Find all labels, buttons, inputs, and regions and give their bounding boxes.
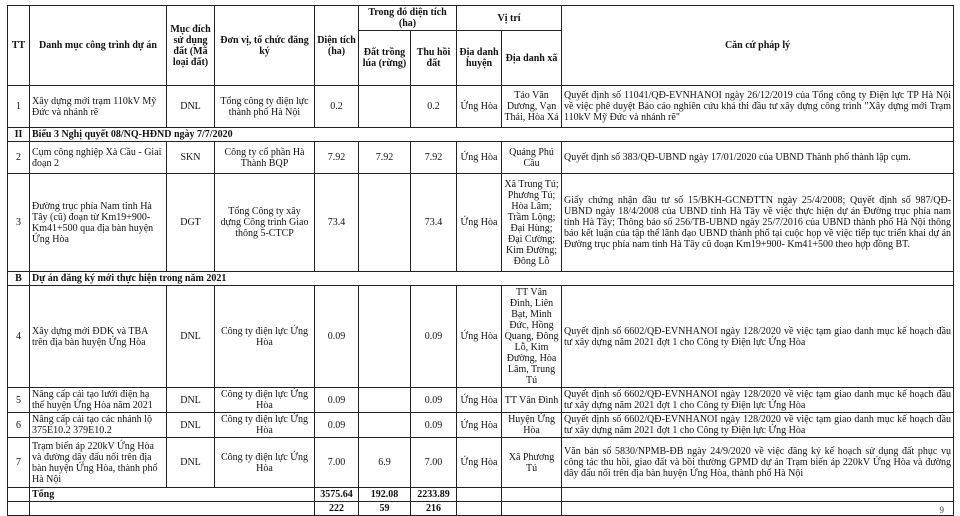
table-row: [8, 438, 954, 488]
cell-project-name: Xây dựng mới ĐDK và TBA trên địa bàn huyện Ứng Hòa: [30, 286, 167, 388]
cell-recovered-land: 0.09: [411, 388, 457, 413]
cell-tt: 5: [8, 388, 30, 413]
cell-area: 0.09: [315, 388, 359, 413]
cell-organization: Tổng Công ty xây dựng Công trình Giao thông 5-CTCP: [215, 174, 315, 272]
cell-organization: Công ty điện lực Ứng Hòa: [215, 388, 315, 413]
count-blank: [8, 502, 30, 516]
cell-recovered-land: 0.09: [411, 413, 457, 438]
header-project-name: Danh mục công trình dự án: [30, 6, 167, 86]
cell-tt: 7: [8, 438, 30, 488]
cell-legal-basis: Văn bản số 5830/NPMB-ĐB ngày 24/9/2020 về việc đăng ký kế hoạch sử dụng đất phục vụ công tác thu hồi, giao đất và bồi thường GPMD dự án Trạm biến áp 220kV Ứng Hòa và đường dây đấu nối trên địa bàn huyện Ứng Hòa, thành phố Hà Nội: [562, 438, 954, 488]
cell-project-name: Nâng cấp cải tạo các nhánh lộ 375E10.2 379E10.2: [30, 413, 167, 438]
cell-project-name: Đường trục phía Nam tỉnh Hà Tây (cũ) đoạn từ Km19+900-Km41+500 qua địa bàn huyện Ứng Hòa: [30, 174, 167, 272]
totals-blank: [502, 488, 562, 502]
section-row: [8, 272, 954, 286]
cell-commune: TT Vân Đình: [502, 388, 562, 413]
totals-blank: [457, 488, 502, 502]
cell-tt: 3: [8, 174, 30, 272]
header-legal-basis: Căn cứ pháp lý: [562, 6, 954, 86]
section-label: Biểu 3 Nghị quyết 08/NQ-HĐND ngày 7/7/2020: [30, 128, 954, 142]
land-use-project-table: [7, 5, 954, 516]
table-row: [8, 413, 954, 438]
count-blank: [502, 502, 562, 516]
totals-label: Tổng: [30, 488, 315, 502]
cell-legal-basis: Quyết định số 383/QĐ-UBND ngày 17/01/2020 của UBND Thành phố thành lập cụm.: [562, 142, 954, 174]
cell-commune: TT Vân Đình, Liên Bạt, Minh Đức, Hồng Quang, Đông Lỗ, Kim Đường, Hòa Lâm, Trung Tú: [502, 286, 562, 388]
cell-organization: Công ty điện lực Ứng Hòa: [215, 286, 315, 388]
count-area: 222: [315, 502, 359, 516]
cell-area: 0.2: [315, 86, 359, 128]
header-commune: Địa danh xã: [502, 31, 562, 86]
cell-district: Ứng Hòa: [457, 142, 502, 174]
section-tt: B: [8, 272, 30, 286]
cell-tt: 6: [8, 413, 30, 438]
cell-recovered-land: 73.4: [411, 174, 457, 272]
totals-area: 3575.64: [315, 488, 359, 502]
section-tt: II: [8, 128, 30, 142]
cell-rice-land: 6.9: [359, 438, 411, 488]
totals-blank: [8, 488, 30, 502]
cell-tt: 1: [8, 86, 30, 128]
cell-legal-basis: Quyết định số 6602/QĐ-EVNHANOI ngày 128/2020 về việc tạm giao danh mục kế hoạch đầu tư xây dựng năm 2021 đợt 1 cho Công ty Điện lực Ứng Hòa: [562, 388, 954, 413]
cell-organization: Công ty điện lực Ứng Hòa: [215, 438, 315, 488]
cell-rice-land: [359, 174, 411, 272]
table-row: [8, 86, 954, 128]
header-organization: Đơn vị, tổ chức đăng ký: [215, 6, 315, 86]
cell-purpose: SKN: [167, 142, 215, 174]
cell-purpose: DNL: [167, 388, 215, 413]
cell-area: 0.09: [315, 413, 359, 438]
header-tt: TT: [8, 6, 30, 86]
cell-legal-basis: Quyết định số 6602/QĐ-EVNHANOI ngày 128/2020 về việc tạm giao danh mục kế hoạch đầu tư xây dựng năm 2021 đợt 1 cho Công ty Điện lực Ứng Hòa: [562, 286, 954, 388]
header-district: Địa danh huyện: [457, 31, 502, 86]
cell-organization: Công ty điện lực Ứng Hòa: [215, 413, 315, 438]
header-rice-land: Đất trồng lúa (rừng): [359, 31, 411, 86]
cell-purpose: DNL: [167, 86, 215, 128]
totals-rice-land: 192.08: [359, 488, 411, 502]
cell-rice-land: [359, 413, 411, 438]
cell-rice-land: [359, 388, 411, 413]
cell-project-name: Nâng cấp cải tạo lưới điện hạ thế huyện Ứng Hòa năm 2021: [30, 388, 167, 413]
totals-recovered-land: 2233.89: [411, 488, 457, 502]
header-purpose: Mục đích sử dụng đất (Mã loại đất): [167, 6, 215, 86]
count-row: [8, 502, 954, 516]
cell-district: Ứng Hòa: [457, 413, 502, 438]
section-label: Dự án đăng ký mới thực hiện trong năm 2021: [30, 272, 954, 286]
count-rice-land: 59: [359, 502, 411, 516]
cell-rice-land: 7.92: [359, 142, 411, 174]
header-area: Diện tích (ha): [315, 6, 359, 86]
table-row: [8, 388, 954, 413]
cell-project-name: Xây dựng mới trạm 110kV Mỹ Đức và nhánh rẽ: [30, 86, 167, 128]
cell-commune: Xã Phương Tú: [502, 438, 562, 488]
cell-legal-basis: Giấy chứng nhận đầu tư số 15/BKH-GCNĐTTN ngày 25/4/2008; Quyết định số 987/QĐ-UBND ngày 18/4/2008 của UBND tỉnh Hà Tây về việc thực hiện dự án Đường trục phía nam tỉnh Hà Tây; Thông báo số 256/TB-UBND ngày 25/7/2016 của UBND thành phố Hà Nội thông báo kết luận của tập thể lãnh đạo UBND thành phố tại cuộc họp về việc tiếp tục triển khai dự án Đường trục phía nam tỉnh Hà Tây cũ đoạn Km19+900- Km41+500 theo hợp đồng BT.: [562, 174, 954, 272]
cell-area: 73.4: [315, 174, 359, 272]
cell-rice-land: [359, 86, 411, 128]
cell-area: 7.92: [315, 142, 359, 174]
section-row: [8, 128, 954, 142]
totals-blank: [562, 488, 954, 502]
cell-purpose: DGT: [167, 174, 215, 272]
cell-recovered-land: 7.92: [411, 142, 457, 174]
table-row: [8, 286, 954, 388]
cell-purpose: DNL: [167, 286, 215, 388]
header-location-group: Vị trí: [457, 6, 562, 31]
cell-purpose: DNL: [167, 438, 215, 488]
cell-recovered-land: 0.09: [411, 286, 457, 388]
table-row: [8, 142, 954, 174]
cell-tt: 2: [8, 142, 30, 174]
cell-project-name: Trạm biến áp 220kV Ứng Hòa và đường dây đấu nối trên địa bàn huyện Ứng Hòa, thành phố Hà Nội: [30, 438, 167, 488]
table-row: [8, 174, 954, 272]
page-number: 9: [939, 505, 944, 515]
cell-district: Ứng Hòa: [457, 86, 502, 128]
totals-row: [8, 488, 954, 502]
cell-project-name: Cụm công nghiệp Xà Cầu - Giai đoạn 2: [30, 142, 167, 174]
count-blank: [457, 502, 502, 516]
cell-area: 0.09: [315, 286, 359, 388]
cell-district: Ứng Hòa: [457, 388, 502, 413]
cell-commune: Huyện Ứng Hòa: [502, 413, 562, 438]
cell-district: Ứng Hòa: [457, 286, 502, 388]
cell-district: Ứng Hòa: [457, 438, 502, 488]
cell-area: 7.00: [315, 438, 359, 488]
header-recovered-land: Thu hồi đất: [411, 31, 457, 86]
cell-rice-land: [359, 286, 411, 388]
cell-commune: Quảng Phú Cầu: [502, 142, 562, 174]
count-recovered-land: 216: [411, 502, 457, 516]
header-area-group: Trong đó diện tích (ha): [359, 6, 457, 31]
count-blank: [30, 502, 315, 516]
cell-organization: Tổng công ty điện lực thành phố Hà Nội: [215, 86, 315, 128]
cell-legal-basis: Quyết định số 6602/QĐ-EVNHANOI ngày 128/2020 về việc tạm giao danh mục kế hoạch đầu tư xây dựng năm 2021 đợt 1 cho Công ty Điện lực Ứng Hòa: [562, 413, 954, 438]
count-blank: [562, 502, 954, 516]
cell-recovered-land: 7.00: [411, 438, 457, 488]
cell-district: Ứng Hòa: [457, 174, 502, 272]
cell-organization: Công ty cổ phần Hà Thành BQP: [215, 142, 315, 174]
cell-recovered-land: 0.2: [411, 86, 457, 128]
cell-legal-basis: Quyết định số 11041/QĐ-EVNHANOI ngày 26/12/2019 của Tổng công ty Điện lực TP Hà Nội về việc phê duyệt Báo cáo nghiên cứu khả thi đầu tư xây dựng công trình "Xây dựng mới Trạm 110kV Mỹ Đức và nhánh rẽ": [562, 86, 954, 128]
cell-commune: Tảo Văn Dương, Vạn Thái, Hòa Xá: [502, 86, 562, 128]
cell-tt: 4: [8, 286, 30, 388]
cell-commune: Xã Trung Tú; Phương Tú; Hòa Lâm; Trầm Lộng; Đại Hùng; Đại Cường; Kim Đường; Đông Lỗ: [502, 174, 562, 272]
cell-purpose: DNL: [167, 413, 215, 438]
